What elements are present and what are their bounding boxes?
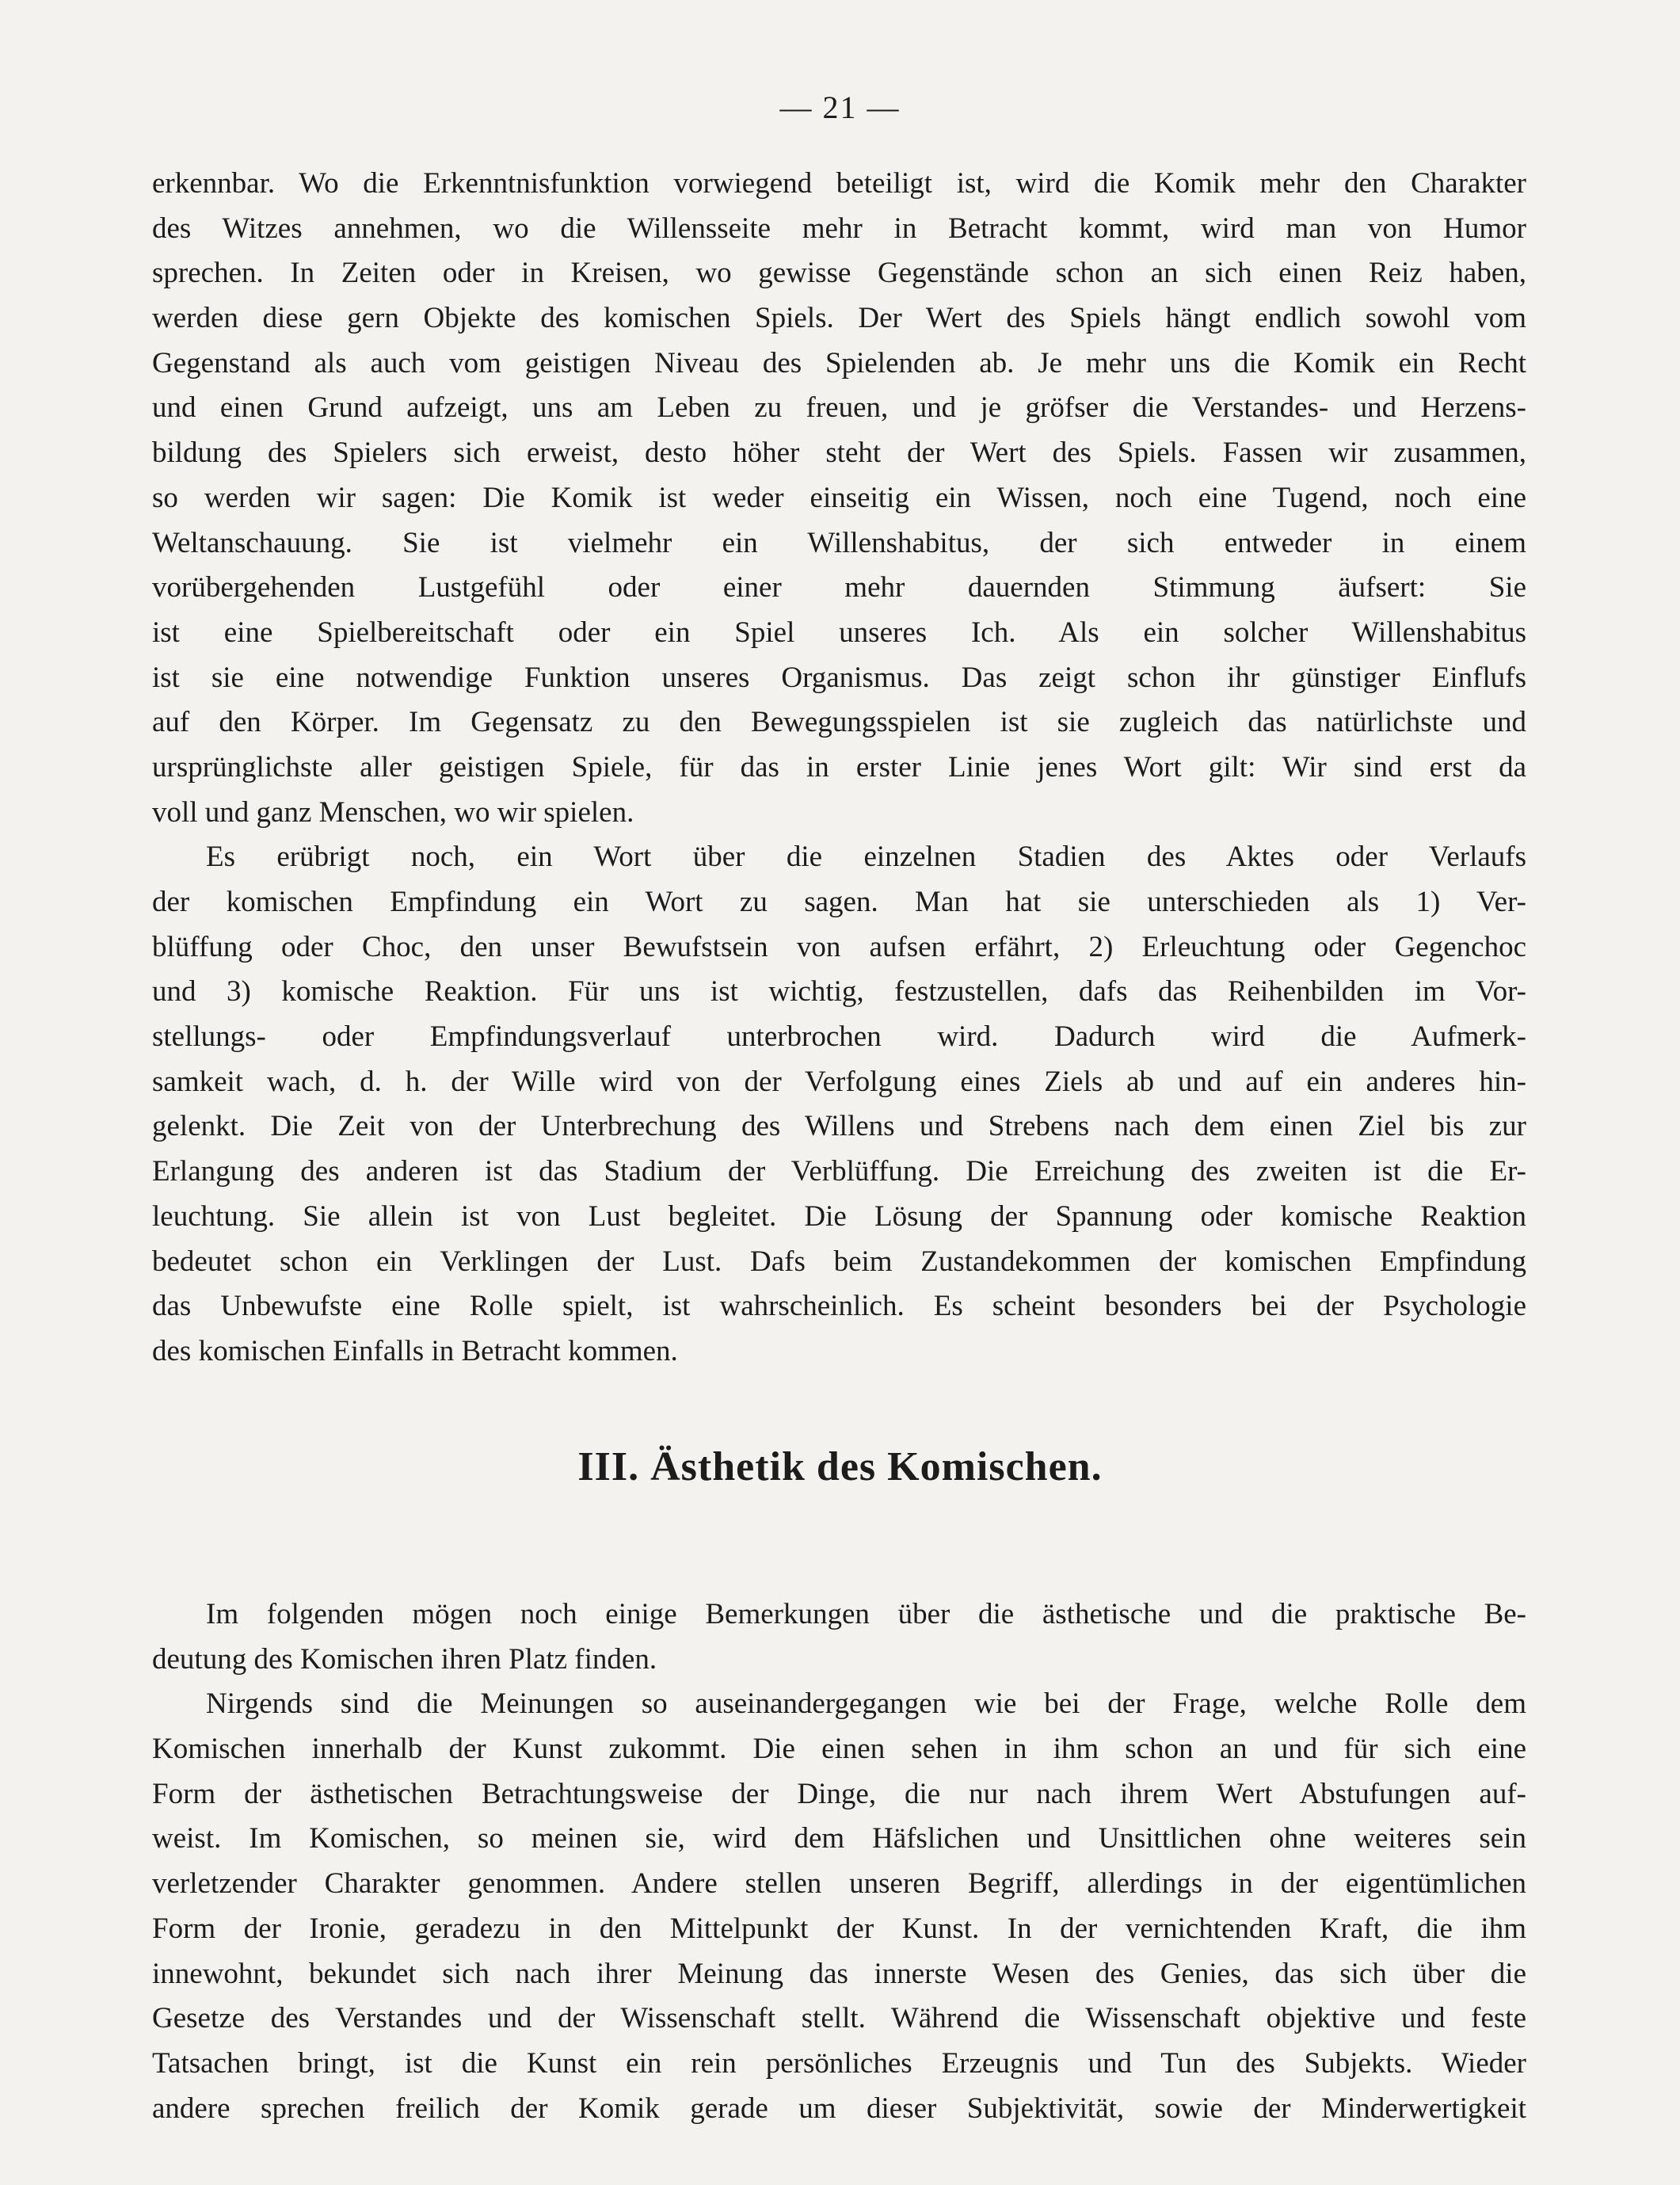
- text-line: andere sprechen freilich der Komik gerade um dieser Subjektivität, sowie der Minderwertigkeit: [152, 2092, 1526, 2125]
- text-line: der komischen Empfindung ein Wort zu sagen. Man hat sie unterschieden als 1) Ver-: [152, 886, 1526, 918]
- text-line: Tatsachen bringt, ist die Kunst ein rein persönliches Erzeugnis und Tun des Subjekts. Wieder: [152, 2046, 1526, 2080]
- text-line: blüffung oder Choc, den unser Bewufstsein von aufsen erfährt, 2) Erleuchtung oder Gegenchoc: [152, 930, 1526, 963]
- text-line: bildung des Spielers sich erweist, desto höher steht der Wert des Spiels. Fassen wir zusammen,: [152, 437, 1526, 470]
- text-line: ist sie eine notwendige Funktion unseres Organismus. Das zeigt schon ihr günstiger Einflufs: [152, 661, 1526, 694]
- text-line: verletzender Charakter genommen. Andere stellen unseren Begriff, allerdings in der eigentümlichen: [152, 1867, 1526, 1901]
- text-line: innewohnt, bekundet sich nach ihrer Meinung das innerste Wesen des Genies, das sich über die: [152, 1957, 1526, 1990]
- text-line: gelenkt. Die Zeit von der Unterbrechung des Willens und Strebens nach dem einen Ziel bis zur: [152, 1110, 1526, 1143]
- section-heading: III. Ästhetik des Komischen.: [577, 1444, 1103, 1489]
- text-line: Gesetze des Verstandes und der Wissenschaft stellt. Während die Wissenschaft objektive und feste: [152, 2002, 1526, 2035]
- text-line: bedeutet schon ein Verklingen der Lust. Dafs beim Zustandekommen der komischen Empfindung: [152, 1245, 1526, 1278]
- text-line: des komischen Einfalls in Betracht kommen.: [152, 1334, 678, 1367]
- text-line: und einen Grund aufzeigt, uns am Leben zu freuen, und je gröfser die Verstandes- und Herzens-: [152, 391, 1526, 425]
- text-line: Weltanschauung. Sie ist vielmehr ein Willenshabitus, der sich entweder in einem: [152, 526, 1526, 559]
- body-text-section-2: [152, 1592, 1526, 2131]
- text-line: Nirgends sind die Meinungen so auseinandergegangen wie bei der Frage, welche Rolle dem: [206, 1687, 1526, 1721]
- text-line: vorübergehenden Lustgefühl oder einer mehr dauernden Stimmung äufsert: Sie: [152, 571, 1526, 604]
- text-line: werden diese gern Objekte des komischen Spiels. Der Wert des Spiels hängt endlich sowohl vom: [152, 302, 1526, 335]
- text-line: voll und ganz Menschen, wo wir spielen.: [152, 795, 634, 829]
- text-line: erkennbar. Wo die Erkenntnisfunktion vorwiegend beteiligt ist, wird die Komik mehr den Charakter: [152, 167, 1526, 200]
- text-line: deutung des Komischen ihren Platz finden.: [152, 1642, 657, 1676]
- text-line: Im folgenden mögen noch einige Bemerkungen über die ästhetische und die praktische Be-: [206, 1598, 1526, 1630]
- text-line: leuchtung. Sie allein ist von Lust begleitet. Die Lösung der Spannung oder komische Reaktion: [152, 1199, 1526, 1233]
- text-line: ist eine Spielbereitschaft oder ein Spiel unseres Ich. Als ein solcher Willenshabitus: [152, 616, 1526, 649]
- text-line: Form der ästhetischen Betrachtungsweise der Dinge, die nur nach ihrem Wert Abstufungen auf-: [152, 1777, 1526, 1810]
- text-line: Es erübrigt noch, ein Wort über die einzelnen Stadien des Aktes oder Verlaufs: [206, 841, 1526, 874]
- text-line: Erlangung des anderen ist das Stadium der Verblüffung. Die Erreichung des zweiten ist die Er-: [152, 1155, 1526, 1188]
- text-line: samkeit wach, d. h. der Wille wird von der Verfolgung eines Ziels ab und auf ein anderes hin-: [152, 1065, 1526, 1098]
- text-line: so werden wir sagen: Die Komik ist weder einseitig ein Wissen, noch eine Tugend, noch eine: [152, 481, 1526, 514]
- text-line: und 3) komische Reaktion. Für uns ist wichtig, festzustellen, dafs das Reihenbilden im Vor-: [152, 975, 1526, 1009]
- text-line: stellungs- oder Empfindungsverlauf unterbrochen wird. Dadurch wird die Aufmerk-: [152, 1020, 1526, 1054]
- body-text-section-1: [152, 162, 1526, 1375]
- text-line: sprechen. In Zeiten oder in Kreisen, wo gewisse Gegenstände schon an sich einen Reiz haben,: [152, 257, 1526, 290]
- text-line: auf den Körper. Im Gegensatz zu den Bewegungsspielen ist sie zugleich das natürlichste und: [152, 706, 1526, 739]
- text-line: Gegenstand als auch vom geistigen Niveau des Spielenden ab. Je mehr uns die Komik ein Recht: [152, 346, 1526, 379]
- text-line: weist. Im Komischen, so meinen sie, wird dem Häfslichen und Unsittlichen ohne weiteres sein: [152, 1822, 1526, 1855]
- text-line: das Unbewufste eine Rolle spielt, ist wahrscheinlich. Es scheint besonders bei der Psychologie: [152, 1290, 1526, 1323]
- text-line: Komischen innerhalb der Kunst zukommt. Die einen sehen in ihm schon an und für sich eine: [152, 1733, 1526, 1766]
- text-line: Form der Ironie, geradezu in den Mittelpunkt der Kunst. In der vernichtenden Kraft, die ihm: [152, 1912, 1526, 1945]
- page-number: — 21 —: [779, 90, 901, 125]
- text-line: des Witzes annehmen, wo die Willensseite mehr in Betracht kommt, wird man von Humor: [152, 212, 1526, 245]
- text-line: ursprünglichste aller geistigen Spiele, für das in erster Linie jenes Wort gilt: Wir sind erst da: [152, 750, 1526, 784]
